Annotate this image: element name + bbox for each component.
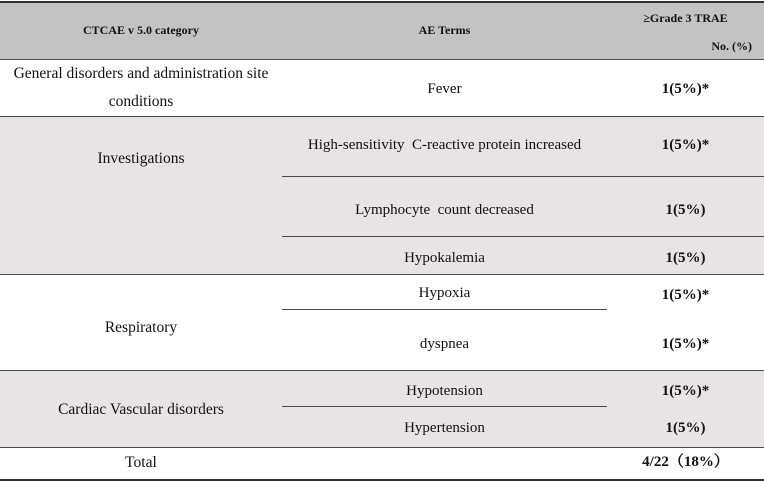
header-grade-line1: ≥Grade 3 TRAE bbox=[643, 11, 728, 25]
header-terms: AE Terms bbox=[418, 23, 471, 38]
term-cell: Lymphocyte count decreased bbox=[355, 202, 534, 219]
header-grade bbox=[607, 2, 764, 59]
total-value: 4/22（18%） bbox=[642, 454, 729, 471]
bottom-rule bbox=[0, 479, 764, 481]
header-category: CTCAE v 5.0 category bbox=[83, 23, 199, 38]
category-general-disorders: General disorders and administration site conditions bbox=[13, 65, 269, 110]
total-label: Total bbox=[125, 453, 157, 471]
term-cell: Hypertension bbox=[404, 420, 485, 437]
value-cell: 1(5%) bbox=[665, 202, 706, 219]
term-cell: Hypoxia bbox=[418, 284, 471, 301]
term-cell: Hypotension bbox=[406, 383, 483, 400]
category-respiratory: Respiratory bbox=[104, 318, 178, 336]
value-cell: 1(5%) bbox=[665, 420, 706, 437]
value-cell: 1(5%)* bbox=[661, 335, 710, 352]
term-cell: dyspnea bbox=[419, 335, 470, 352]
term-cell: Hypokalemia bbox=[404, 250, 485, 267]
value-cell: 1(5%)* bbox=[661, 383, 710, 400]
category-cardiac-vascular: Cardiac Vascular disorders bbox=[58, 401, 224, 419]
term-cell: High-sensitivity C-reactive protein increased bbox=[307, 137, 582, 154]
header-grade-line2: No. (%) bbox=[711, 39, 752, 53]
category-investigations: Investigations bbox=[97, 149, 185, 167]
value-cell: 1(5%)* bbox=[661, 137, 710, 154]
value-cell: 1(5%)* bbox=[661, 81, 710, 98]
term-cell: Fever bbox=[427, 81, 462, 98]
value-cell: 1(5%)* bbox=[661, 287, 710, 304]
value-cell: 1(5%) bbox=[665, 250, 706, 267]
